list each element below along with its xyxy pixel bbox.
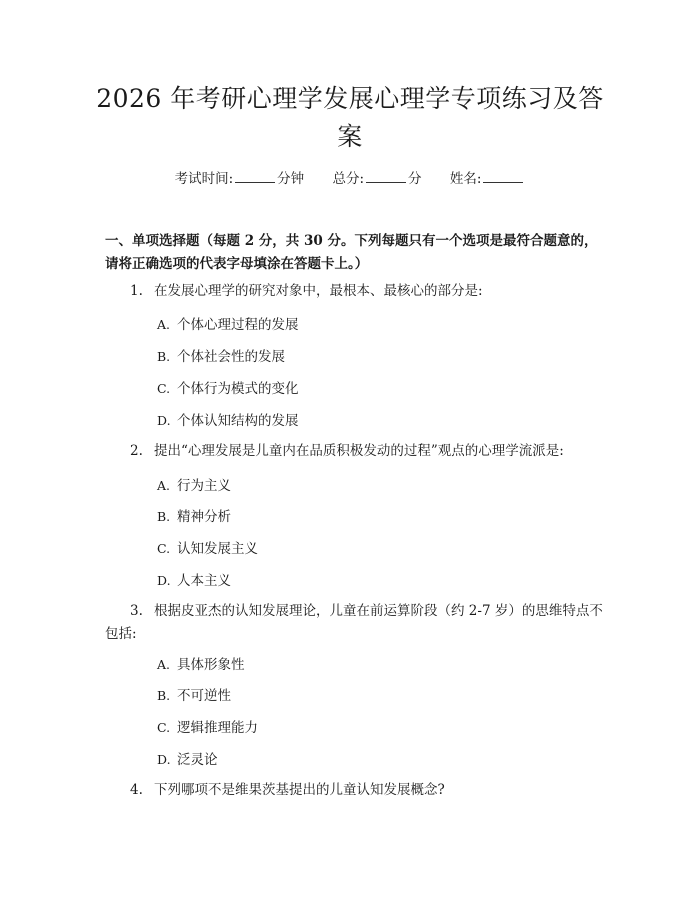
total-score-field [332, 168, 421, 189]
question-2-option-b[interactable] [157, 507, 231, 527]
question-text: 在发展心理学的研究对象中，最根本、最核心的部分是: [154, 283, 483, 299]
option-letter: B. [157, 688, 171, 703]
question-1-option-d[interactable] [157, 411, 299, 431]
option-letter: D. [157, 573, 171, 588]
option-letter: B. [157, 349, 171, 364]
title-line-1: 2026 年考研心理学发展心理学专项练习及答 [96, 84, 604, 113]
option-letter: C. [157, 381, 171, 396]
question-text: 下列哪项不是维果茨基提出的儿童认知发展概念? [154, 782, 445, 798]
option-letter: A. [157, 317, 171, 332]
question-3-option-c[interactable] [157, 718, 258, 738]
question-1-option-c[interactable] [157, 379, 299, 399]
question-text: 提出“心理发展是儿童内在品质积极发动的过程”观点的心理学流派是: [154, 443, 564, 459]
option-text: 精神分析 [177, 509, 231, 525]
option-text: 行为主义 [177, 478, 231, 494]
question-1 [105, 280, 605, 303]
option-letter: A. [157, 478, 171, 493]
option-text: 个体行为模式的变化 [177, 381, 299, 397]
option-letter: B. [157, 509, 171, 524]
option-text: 逻辑推理能力 [177, 720, 258, 736]
exam-time-label: 考试时间: [174, 171, 234, 187]
document-title [70, 80, 630, 156]
option-text: 人本主义 [177, 573, 231, 589]
exam-time-blank [235, 168, 275, 183]
name-field [450, 168, 526, 189]
question-3-option-d[interactable] [157, 750, 218, 770]
exam-meta [0, 168, 700, 189]
question-3 [105, 600, 605, 646]
question-3-option-a[interactable] [157, 655, 245, 675]
exam-time-field [175, 168, 305, 189]
option-text: 泛灵论 [177, 752, 218, 768]
question-number: 1. [130, 283, 143, 299]
option-text: 具体形象性 [177, 657, 245, 673]
question-number: 3. [130, 603, 143, 619]
question-2 [105, 440, 605, 463]
option-text: 个体心理过程的发展 [177, 317, 299, 333]
question-4 [105, 779, 605, 802]
question-2-option-c[interactable] [157, 539, 258, 559]
name-blank [483, 168, 523, 183]
section-1-heading: 一、单项选择题（每题 2 分，共 30 分。下列每题只有一个选项是最符合题意的，请将正确选项的代表字母填涂在答题卡上。） [105, 233, 598, 272]
question-2-option-d[interactable] [157, 571, 231, 591]
option-text: 个体认知结构的发展 [177, 413, 299, 429]
total-score-blank [366, 168, 406, 183]
option-letter: C. [157, 720, 171, 735]
option-letter: C. [157, 541, 171, 556]
question-1-option-a[interactable] [157, 315, 299, 335]
option-letter: A. [157, 657, 171, 672]
question-3-option-b[interactable] [157, 686, 231, 706]
option-text: 个体社会性的发展 [177, 349, 285, 365]
option-letter: D. [157, 413, 171, 428]
question-1-option-b[interactable] [157, 347, 285, 367]
question-text: 根据皮亚杰的认知发展理论，儿童在前运算阶段（约 2-7 岁）的思维特点不包括: [105, 603, 603, 642]
total-score-unit: 分 [408, 171, 422, 187]
question-number: 4. [130, 782, 143, 798]
option-text: 认知发展主义 [177, 541, 258, 557]
title-line-2: 案 [337, 122, 363, 151]
total-score-label: 总分: [332, 171, 365, 187]
exam-time-unit: 分钟 [277, 171, 305, 187]
question-2-option-a[interactable] [157, 476, 231, 496]
name-label: 姓名: [449, 171, 482, 187]
option-text: 不可逆性 [177, 688, 231, 704]
option-letter: D. [157, 752, 171, 767]
question-number: 2. [130, 443, 143, 459]
